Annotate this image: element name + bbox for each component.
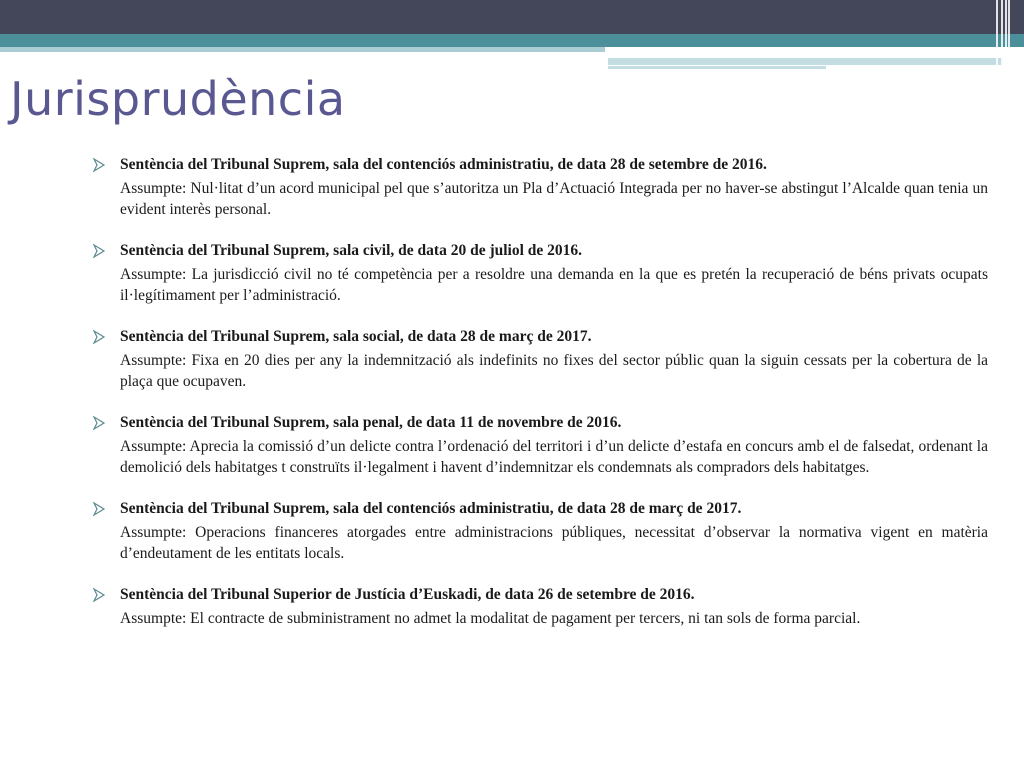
judgment-heading [92,327,988,347]
judgment-subject: Assumpte: Fixa en 20 dies per any la indemnització als indefinits no fixes del sector públic quan la siguin cessats per la cobertura de la plaça que ocupaven. [120,352,988,390]
judgment-subject: Assumpte: Aprecia la comissió d’un delicte contra l’ordenació del territori i d’un delicte d’estafa en concurs amb el de falsedat, ordenant la demolició dels habitatges t construïts il·legalment i havent d’indemnitzar els condemnats als compradors dels habitatges. [120,438,988,476]
header-band-dark [0,0,1024,34]
list-item [92,413,988,478]
judgment-heading-text: Sentència del Tribunal Superior de Justícia d’Euskadi, de data 26 de setembre de 2016. [120,586,695,603]
judgment-heading [92,155,988,175]
header-band-teal [0,34,1024,47]
judgment-heading-text: Sentència del Tribunal Suprem, sala del contenciós administratiu, de data 28 de setembre de 2016. [120,156,767,173]
header-band-gap [605,47,1024,56]
list-item [92,585,988,629]
arrow-bullet-icon [92,244,106,258]
arrow-bullet-icon [92,502,106,516]
judgment-subject: Assumpte: Nul·litat d’un acord municipal pel que s’autoritza un Pla d’Actuació Integrada per no haver-se abstingut l’Alcalde quan tenia un evident interès personal. [120,180,988,218]
header-vertical-stripes [994,0,1024,70]
list-item [92,327,988,392]
page-title: Jurisprudència [10,72,346,126]
judgment-heading-text: Sentència del Tribunal Suprem, sala del contenciós administratiu, de data 28 de març de 2017. [120,500,742,517]
arrow-bullet-icon [92,158,106,172]
judgment-heading [92,499,988,519]
judgment-subject: Assumpte: Operacions financeres atorgades entre administracions públiques, necessitat d’observar la normativa vigent en matèria d’endeutament de les entitats locals. [120,524,988,562]
header-band-light-short [608,66,826,69]
judgment-subject: Assumpte: El contracte de subministrament no admet la modalitat de pagament per tercers, ni tan sols de forma parcial. [120,610,861,627]
judgment-heading [92,241,988,261]
judgment-heading-text: Sentència del Tribunal Suprem, sala penal, de data 11 de novembre de 2016. [120,414,622,431]
header-band-light [0,47,605,52]
judgment-heading-text: Sentència del Tribunal Suprem, sala civil, de data 20 de juliol de 2016. [120,242,583,259]
judgment-heading-text: Sentència del Tribunal Suprem, sala social, de data 28 de març de 2017. [120,328,592,345]
arrow-bullet-icon [92,416,106,430]
arrow-bullet-icon [92,588,106,602]
arrow-bullet-icon [92,330,106,344]
list-item [92,241,988,306]
judgment-heading [92,585,988,605]
list-item [92,499,988,564]
judgment-heading [92,413,988,433]
header-band-light-right [608,58,1003,65]
judgments-list [92,155,988,650]
judgment-subject: Assumpte: La jurisdicció civil no té competència per a resoldre una demanda en la que es pretén la recuperació de béns privats ocupats il·legítimament per l’administració. [120,266,988,304]
list-item [92,155,988,220]
